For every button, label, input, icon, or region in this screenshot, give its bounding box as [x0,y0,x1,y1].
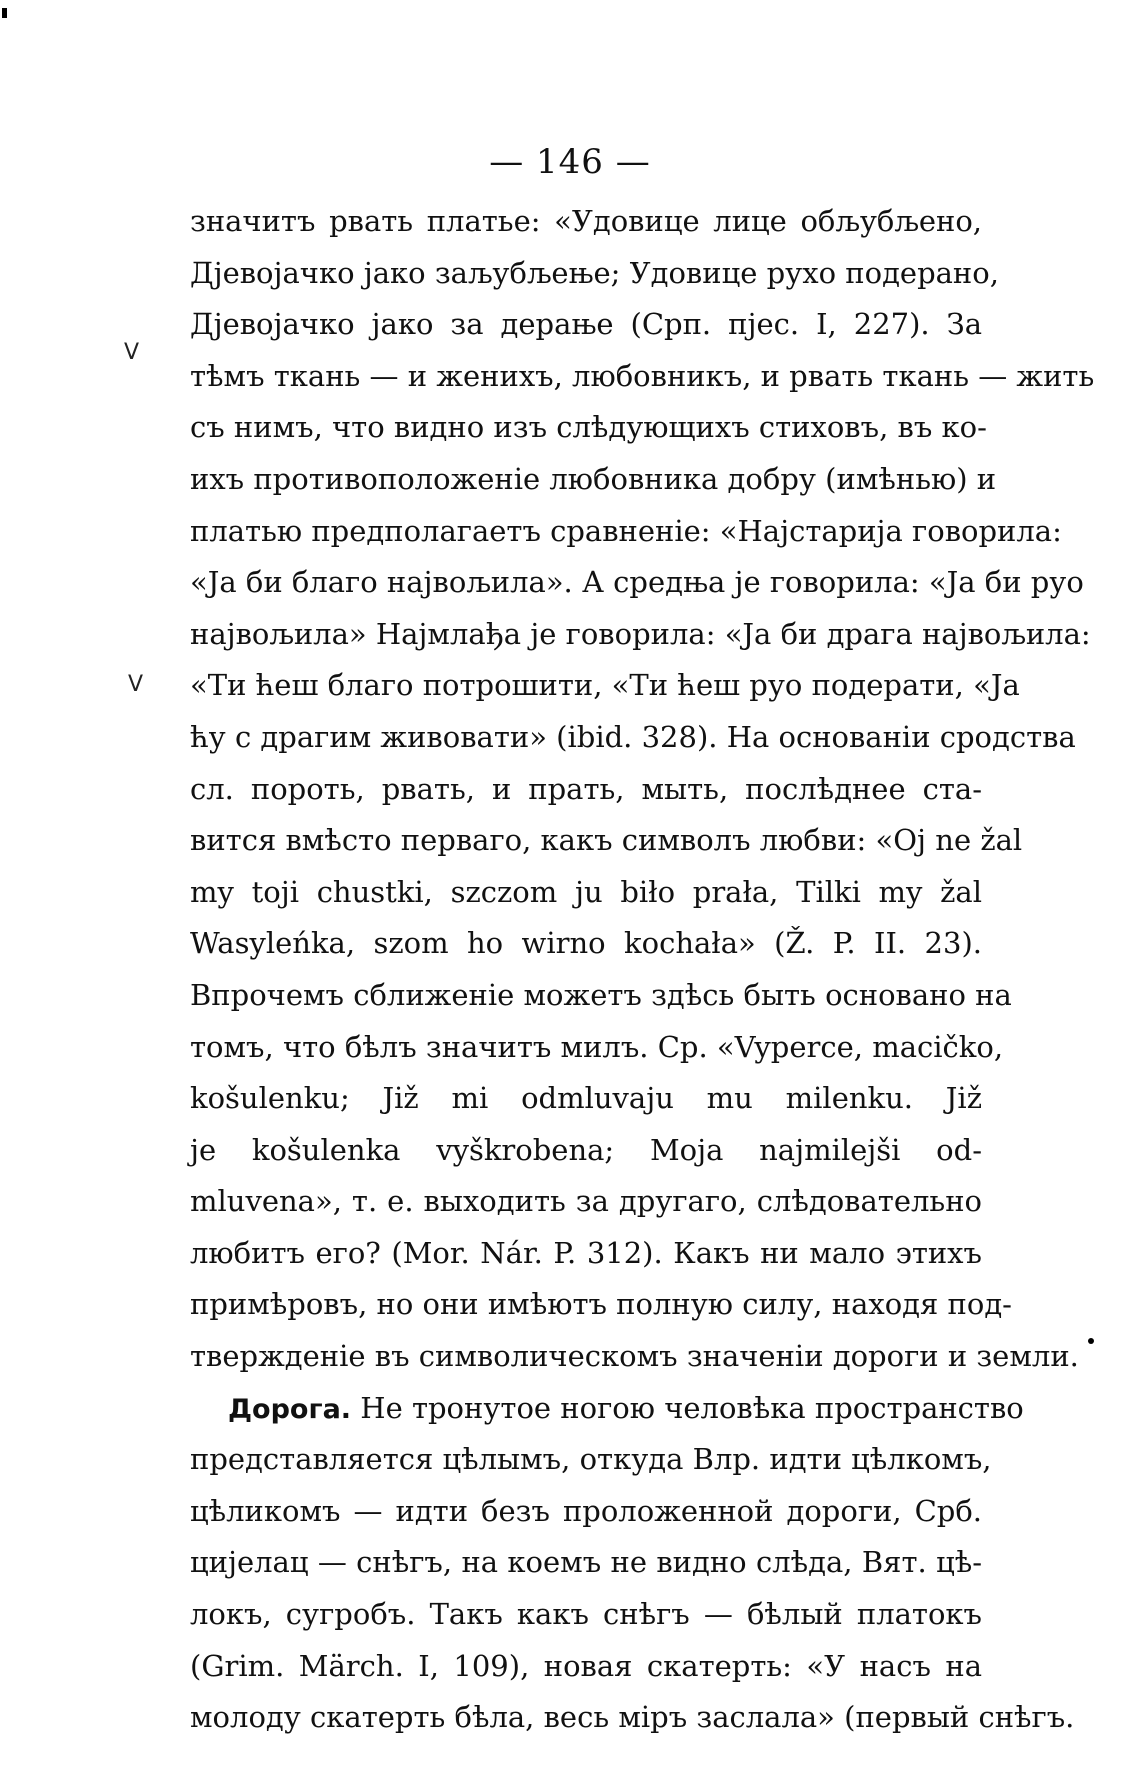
text-line: любитъ его? (Mor. Nár. P. 312). Какъ ни мало этихъ [190,1235,982,1270]
margin-mark: V [124,340,140,365]
text-line: сл. пороть, рвать, и прать, мыть, послѣднее ста- [190,771,982,806]
body-text [190,196,1095,1744]
text-line: съ нимъ, что видно изъ слѣдующихъ стиховъ, въ ко- [190,410,987,445]
text-line: платью предполагаетъ сравненіе: «Најстарија говорила: [190,513,1062,548]
text-line: томъ, что бѣлъ значитъ милъ. Ср. «Vyperce, macičko, [190,1029,1004,1064]
text-line: цѣликомъ — идти безъ проложенной дороги, Срб. [190,1493,982,1528]
text-line: Дјевојачко јако заљубљење; Удовице рухо подерано, [190,255,999,290]
text-line: тѣмъ ткань — и женихъ, любовникъ, и рвать ткань — жить [190,358,1095,393]
text-line: košulenku; Již mi odmluvaju mu milenku. Již [190,1081,982,1116]
text-line: значитъ рвать платье: «Удовице лице обљубљено, [190,204,982,238]
text-line: «Ти ћеш благо потрошити, «Ти ћеш руо подерати, «Ја [190,668,1020,703]
text-line: Не тронутое ногою человѣка пространство [360,1390,1024,1425]
scan-speck [1088,1338,1094,1344]
text-line: my toji chustki, szczom ju biło prała, Tilki my žal [190,874,982,909]
text-line: примѣровъ, но они имѣютъ полную силу, находя под- [190,1287,1012,1322]
text-line: цијелац — снѣгъ, на коемъ не видно слѣда, Вят. цѣ- [190,1545,982,1580]
text-line: молоду скатерть бѣла, весь міръ заслала» (первый снѣгъ. [190,1700,1075,1735]
text-line: Впрочемъ сближеніе можетъ здѣсь быть основано на [190,977,1012,1012]
text-line: ћу с драгим живовати» (ibid. 328). На основаніи сродства [190,719,1076,754]
text-line: (Grim. Märch. I, 109), новая скатерть: «У насъ на [190,1648,982,1683]
text-line: Wasyleńka, szom ho wirno kochała» (Ž. P. II. 23). [190,926,982,961]
text-line: mluvena», т. е. выходить за другаго, слѣдовательно [190,1184,982,1219]
text-line: представляется цѣлымъ, откуда Влр. идти цѣлкомъ, [190,1442,992,1477]
text-line: локъ, сугробъ. Такъ какъ снѣгъ — бѣлый платокъ [190,1597,982,1632]
text-line: «Ја би благо највољила». А средња је говорила: «Ја би руо [190,565,1084,600]
text-line: je košulenka vyškrobena; Moja najmilejši od- [190,1132,982,1167]
margin-mark: V [128,672,144,697]
text-line: ихъ противоположеніе любовника добру (имѣнью) и [190,461,997,496]
section-heading: Дорога. [228,1393,352,1425]
text-line: највољила» Најмлађа је говорила: «Ја би драга највољила: [190,616,1091,651]
text-line: вится вмѣсто перваго, какъ символъ любви: «Oj ne žal [190,823,1023,858]
text-line: твержденіе въ символическомъ значеніи дороги и земли. [190,1339,1079,1374]
paragraph-start [190,1383,1024,1435]
text-line: Дјевојачко јако за дерање (Срп. пјес. I, 227). За [190,307,982,342]
scan-speck [2,8,7,18]
page-number: — 146 — [489,142,651,182]
